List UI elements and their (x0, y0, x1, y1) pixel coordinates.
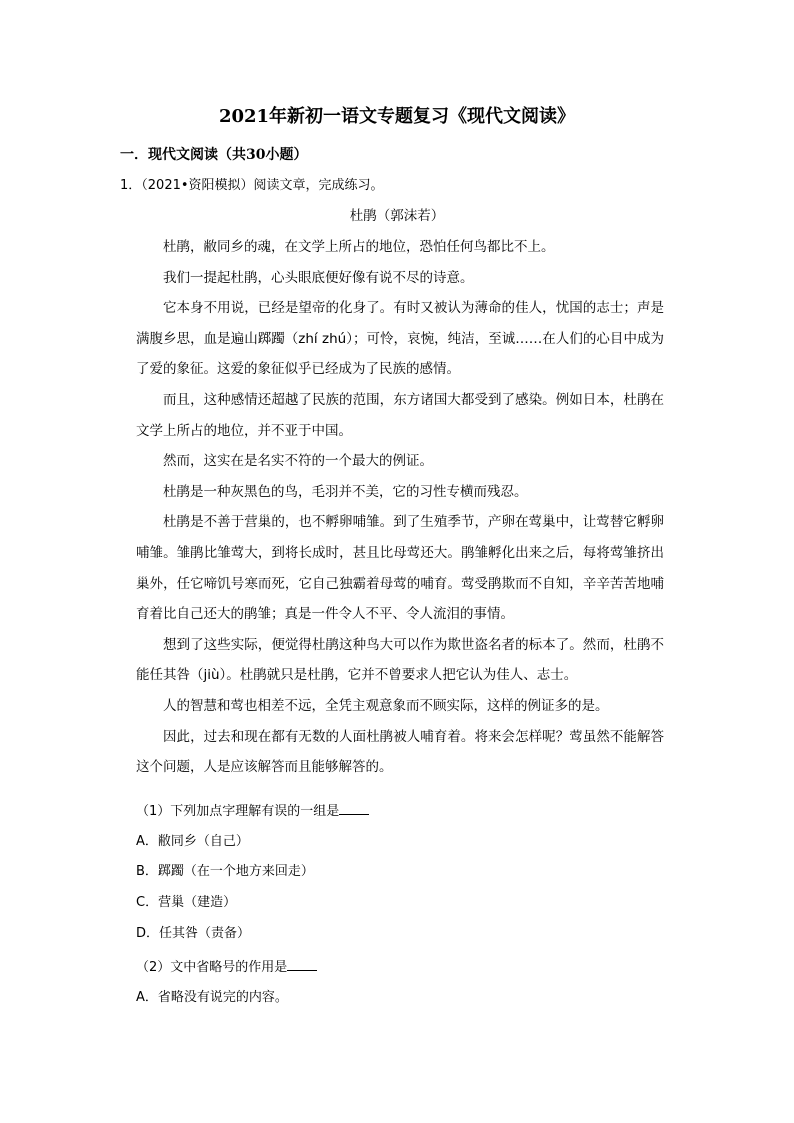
sub-question-2 (136, 958, 317, 978)
paragraph: 我们一提起杜鹃，心头眼底便好像有说不尽的诗意。 (163, 269, 474, 286)
option: A．省略没有说完的内容。 (136, 990, 288, 1005)
paragraph: 杜鹃是不善于营巢的，也不孵卵哺雏。到了生殖季节，产卵在莺巢中，让莺替它孵卵哺雏。雏鹃比雏莺大，到将长成时，甚且比母莺还大。鹃雏孵化出来之后，每将莺雏挤出巢外，任它啼饥号寒而死，它自己独霸着母莺的哺育。莺受鹃欺而不自知，辛辛苦苦地哺育着比自己还大的鹃雏；真是一件令人不平、令人流泪的事情。 (136, 514, 664, 623)
sub-question-1-text: （1）下列加点字理解有误的一组是 (136, 804, 340, 819)
option: C．营巢（建造） (136, 895, 237, 910)
paragraph: 杜鹃，敝同乡的魂，在文学上所占的地位，恐怕任何鸟都比不上。 (163, 239, 555, 255)
paragraph: 想到了这些实际，便觉得杜鹃这种鸟大可以作为欺世盗名者的标本了。然而，杜鹃不能任其咎（jiù）。杜鹃就只是杜鹃，它并不曾要求人把它认为佳人、志士。 (136, 636, 664, 684)
paragraph: 杜鹃是一种灰黑色的鸟，毛羽并不美，它的习性专横而残忍。 (163, 483, 528, 500)
paragraph: 人的智慧和莺也相差不远，全凭主观意象而不顾实际，这样的例证多的是。 (163, 697, 609, 714)
answer-blank (287, 958, 317, 971)
page-title: 2021年新初一语文专题复习《现代文阅读》 (218, 106, 576, 127)
paragraph: 因此，过去和现在都有无数的人面杜鹃被人哺育着。将来会怎样呢？莺虽然不能解答这个问题，人是应该解答而且能够解答的。 (136, 728, 664, 776)
option: D．任其咎（责备） (136, 926, 251, 941)
section-heading: 一．现代文阅读（共30小题） (120, 147, 308, 163)
option: A．敝同乡（自己） (136, 834, 249, 849)
sub-question-2-text: （2）文中省略号的作用是 (136, 960, 288, 975)
passage-title: 杜鹃（郭沫若） (349, 208, 445, 224)
passage-body (136, 232, 664, 783)
question-header: 1．（2021•资阳模拟）阅读文章，完成练习。 (120, 178, 384, 193)
sub-question-1 (136, 802, 369, 822)
answer-blank (339, 802, 369, 815)
paragraph: 然而，这实在是名实不符的一个最大的例证。 (163, 453, 433, 470)
paragraph: 它本身不用说，已经是望帝的化身了。有时又被认为薄命的佳人，忧国的志士；声是满腹乡思，血是遍山踯躅（zhí zhú）；可怜，哀惋，纯洁，至诚……在人们的心目中成为了爱的象征。这爱的象征似乎已经成为了民族的感情。 (136, 300, 664, 378)
option: B．踯躅（在一个地方来回走） (136, 864, 314, 879)
paragraph: 而且，这种感情还超越了民族的范围，东方诸国大都受到了感染。例如日本，杜鹃在文学上所占的地位，并不亚于中国。 (136, 391, 664, 439)
